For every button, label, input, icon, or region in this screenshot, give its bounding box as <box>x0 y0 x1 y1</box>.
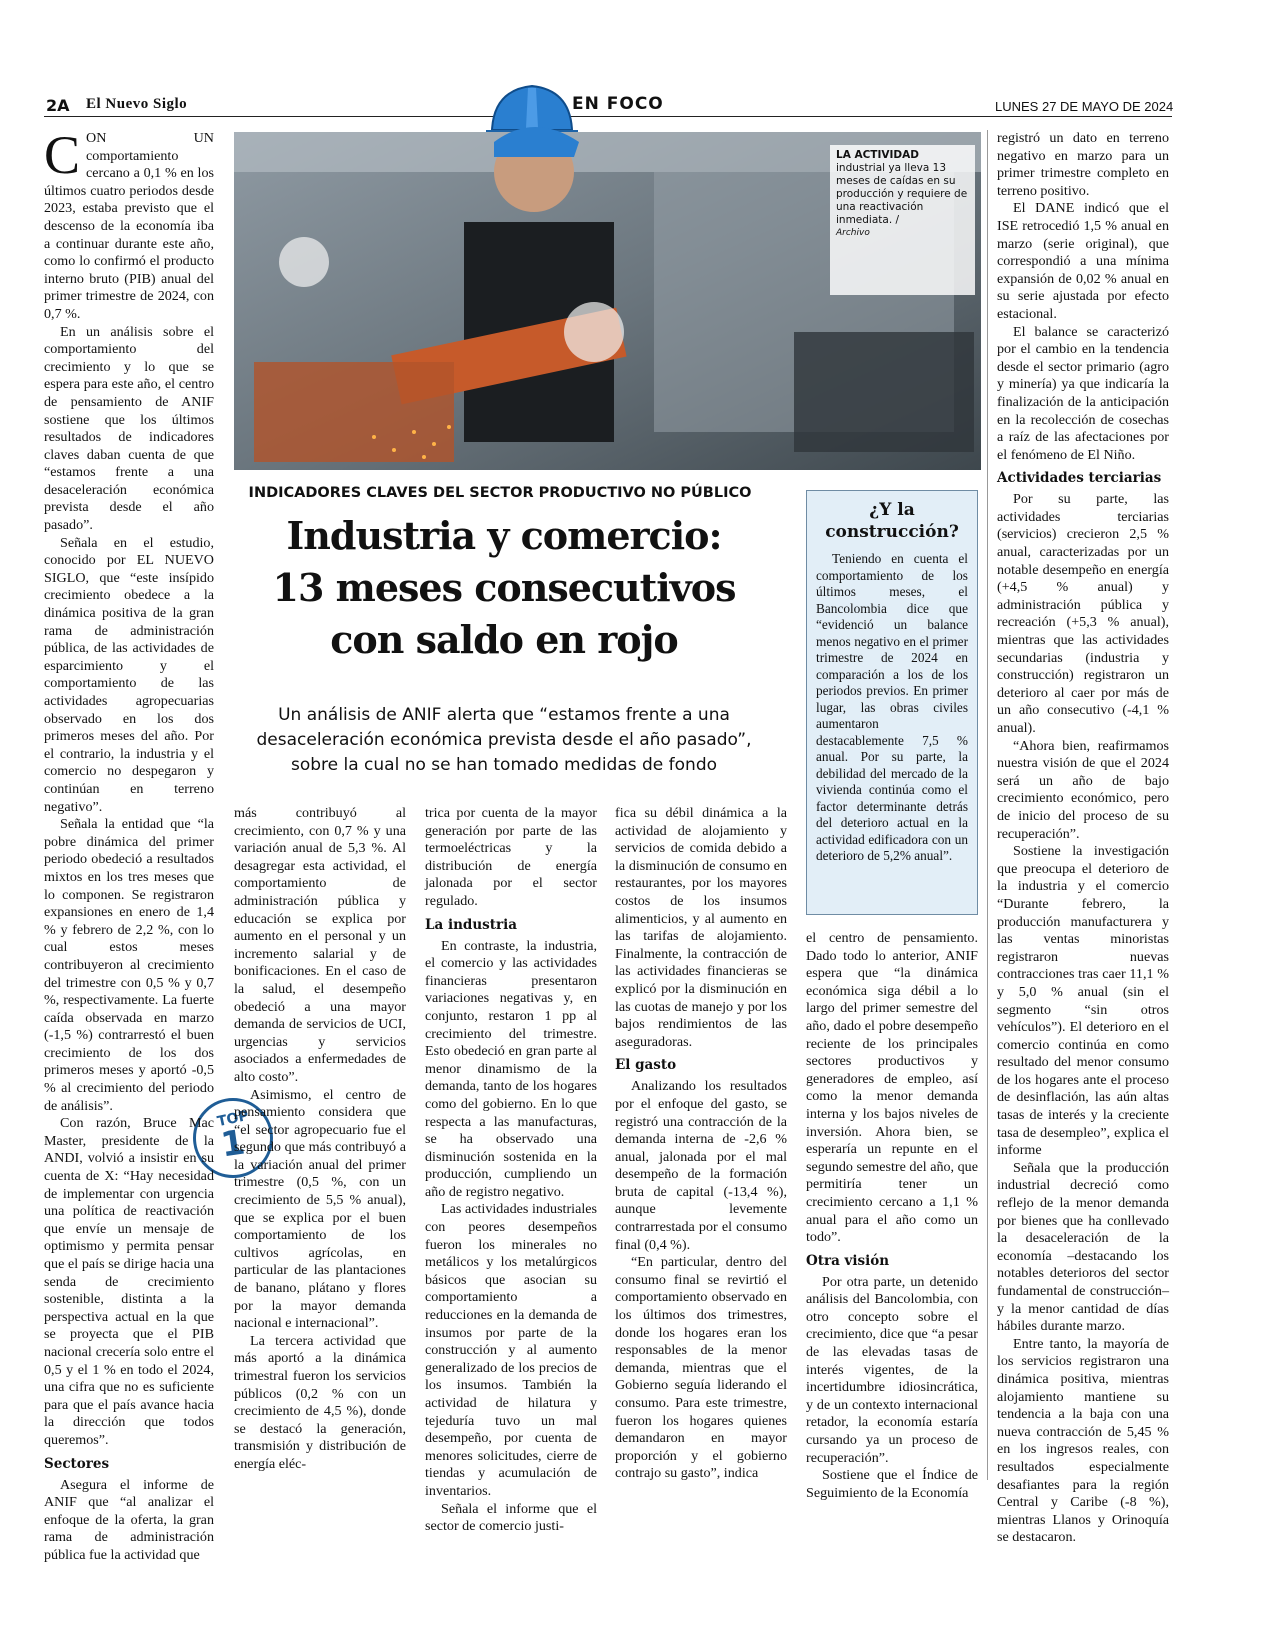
col6-paragraph-7: Señala que la producción industrial decreció como reflejo de la menor demanda por bienes que ha conllevado la desaceleración de la economía –destacando los notables deterioros del sector fundamental de construcción– y la menor cantidad de días hábiles durante marzo. <box>997 1159 1169 1335</box>
col6-paragraph-4: Por su parte, las actividades terciarias (servicios) crecieron 2,5 % anual, caracterizadas por un notable desempeño en energía (+4,5 % anual) y administración pública y recreación (+5,3 % anual), mientras que las actividades secundarias (industria y construcción) registraron un deterioro al caer por más de un año consecutivo (-4,1 % anual). <box>997 491 1169 736</box>
col3-paragraph-3: Las actividades industriales con peores desempeños fueron los minerales no metálicos y los metalúrgicos básicos que asocian su comportamiento a reducciones en la demanda de insumos por parte de la construcción y al aumento generalizado de los precios de los insumos. También la actividad de hilatura y tejeduría tuvo un mal desempeño, por cuenta de menores solicitudes, cierre de tiendas y acumulación de inventarios. <box>425 1201 597 1499</box>
col6-paragraph-1: registró un dato en terreno negativo en marzo para un primer trimestre completo en terreno positivo. <box>997 130 1169 199</box>
col2-paragraph-1: más contribuyó al crecimiento, con 0,7 % y una variación anual de 5,3 %. Al desagregar esta actividad, el comportamiento de administración pública y educación se explica por aumento en el personal y un incremento salarial y de bonificaciones. En el caso de la salud, el desempeño obedeció a una mayor demanda de servicios de UCI, urgencias y servicios asociados a enfermedades de alto costo”. <box>234 805 406 1085</box>
deck-line-1: Un análisis de ANIF alerta que “estamos frente a una <box>278 705 730 725</box>
section-title: EN FOCO <box>572 94 664 114</box>
col4-paragraph-2: Analizando los resultados por el enfoque del gasto, se registró una contracción de la demanda interna de -2,6 % anual, jalonada por el mal desempeño de la formación bruta de capital (-13,4 %), aunque levemente contrarrestada por el consumo final (0,4 %). <box>615 1078 787 1253</box>
headline-line-2: 13 meses consecutivos <box>272 565 736 610</box>
col1-paragraph-1 <box>44 125 214 324</box>
column-5 <box>806 930 978 1501</box>
col1-paragraph-3: Señala en el estudio, conocido por EL NUEVO SIGLO, que “este insípido crecimiento obedece a la dinámica positiva de la gran rama de administración pública, de las actividades de esparcimiento y el comportamiento de las actividades agropecuarias observado en los dos primeros meses del año. Por el contrario, la industria y el comercio no despegaron y continúan en terreno negativo”. <box>44 534 214 815</box>
construction-sidebar <box>806 490 978 915</box>
headline-line-1: Industria y comercio: <box>286 513 722 558</box>
col3-paragraph-1: trica por cuenta de la mayor generación por parte de las termoeléctricas y la distribución de energía jalonada por el sector regulado. <box>425 805 597 909</box>
badge-number: 1 <box>218 1122 248 1166</box>
column-divider <box>987 130 988 1480</box>
caption-credit: Archivo <box>836 228 870 238</box>
deck <box>234 703 774 778</box>
column-2 <box>234 805 406 1480</box>
col1-paragraph-6: Asegura el informe de ANIF que “al analizar el enfoque de la oferta, la gran rama de administración pública fue la actividad que <box>44 1476 214 1563</box>
col5-paragraph-1: el centro de pensamiento. Dado todo lo anterior, ANIF espera que “la dinámica económica siga débil a lo largo del primer semestre del año, dado el pobre desempeño reciente de los principales sectores productivos y generadores de empleo, así como la menor demanda interna y los bajos niveles de inversión. Ahora bien, se esperaría un repunte en el segundo semestre del año, que permitiría tener un crecimiento cercano a 1,1 % anual para el año como un todo”. <box>806 930 978 1246</box>
badge-top: TOP <box>215 1107 251 1131</box>
col4-subhead: El gasto <box>615 1057 677 1074</box>
col3-paragraph-2: En contraste, la industria, el comercio y las actividades financieras presentaron variaciones negativas y, en conjunto, restaron 1 pp al crecimiento del trimestre. Esto obedeció en gran parte al menor dinamismo de la demanda, tanto de los hogares como del gobierno. En lo que respecta a las manufacturas, se ha observado una disminución sostenida en la producción, cumpliendo un año de registro negativo. <box>425 937 597 1200</box>
deck-line-2: desaceleración económica prevista desde el año pasado”, <box>256 730 752 750</box>
col5-paragraph-3: Sostiene que el Índice de Seguimiento de la Economía <box>806 1467 978 1501</box>
col5-subhead: Otra visión <box>806 1252 890 1269</box>
drop-cap: C <box>44 125 81 185</box>
column-3 <box>425 805 597 1535</box>
deck-line-3: sobre la cual no se han tomado medidas de fondo <box>290 755 718 775</box>
col1-subhead: Sectores <box>44 1455 110 1472</box>
photo-caption <box>830 145 975 295</box>
col6-paragraph-3: El balance se caracterizó por el cambio en la tendencia desde el sector primario (agro y minería) ya que indicaría la finalización de la anticipación en la recolección de cosechas a raíz de las afectaciones por el fenómeno de El Niño. <box>997 323 1169 463</box>
caption-text: industrial ya lleva 13 meses de caídas en su producción y requiere de una reactivación inmediata. / <box>836 162 968 226</box>
col4-paragraph-1: fica su débil dinámica a la actividad de alojamiento y servicios de comida debido a la disminución de consumo en restaurantes, por los mayores costos de los insumos alimenticios, y al aumento en las tarifas de alojamiento. Finalmente, la contracción de las actividades financieras se explicó por la disminución en las cuotas de manejo y por los bajos rendimientos de las aseguradoras. <box>615 805 787 1050</box>
col5-paragraph-2: Por otra parte, un detenido análisis del Bancolombia, con otro concepto sobre el crecimiento, dice que “a pesar de las elevadas tasas de interés vigentes, de la incertidumbre idiosincrática, y de un contexto internacional retador, la economía estaría cursando ya un proceso de recuperación”. <box>806 1273 978 1466</box>
sidebar-title-line-2: construcción? <box>825 522 959 542</box>
kicker: INDICADORES CLAVES DEL SECTOR PRODUCTIVO NO PÚBLICO <box>248 485 752 501</box>
sidebar-text: Teniendo en cuenta el comportamiento de los últimos meses, el Bancolombia dice que “evidenció un balance menos negativo en el primer trimestre de 2024 en comparación a los de los periodos previos. En primer lugar, las obras civiles aumentaron destacablemente 7,5 % anual. Por su parte, la debilidad del mercado de la vivienda continúa como el factor determinante detrás del deterioro actual en la actividad edificadora con un deterioro de 5,2% anual”. <box>816 551 968 863</box>
column-4 <box>615 805 787 1480</box>
col6-paragraph-6: Sostiene la investigación que preocupa el deterioro de la industria y el comercio “Durante febrero, la producción manufacturera y las ventas minoristas registraron nuevas contracciones tras caer 11,1 % y 5,0 % anual (sin el segmento “sin otros vehículos”). El deterioro en el comercio continúa en como resultado del menor consumo de los hogares ante el proceso de desinflación, las aún altas tasas de interés y la creciente tasa de desempleo”, explica el informe <box>997 843 1169 1159</box>
col1-paragraph-4: Señala la entidad que “la pobre dinámica del primer periodo obedeció a resultados mixtos en los tres meses que lo componen. Se registraron expansiones en enero de 1,4 % y febrero de 2,2 %, con lo cual estos meses contribuyeron al crecimiento del trimestre con 0,5 % y 0,7 %, respectivamente. La fuerte caída observada en marzo (-1,5 %) contrarrestó el buen crecimiento de los dos primeros meses y aportó -0,5 % al crecimiento del periodo de análisis”. <box>44 816 214 1114</box>
col2-paragraph-2: Asimismo, el centro de pensamiento considera que “el sector agropecuario fue el segundo que más contribuyó a la variación anual del primer trimestre (0,5 %, con un crecimiento de 5,5 % anual), que se explica por el buen comportamiento de los cultivos agrícolas, en particular de las plantaciones de banano, plátano y flores por la mayor demanda nacional e internacional”. <box>234 1086 406 1332</box>
issue-date: LUNES 27 DE MAYO DE 2024 <box>995 99 1174 114</box>
sidebar-title <box>816 499 968 543</box>
column-1 <box>44 125 214 1563</box>
headline-line-3: con saldo en rojo <box>330 617 678 662</box>
header-rule <box>44 116 1172 117</box>
col1-paragraph-5: Con razón, Bruce Mac Master, presidente de la ANDI, volvió a insistir en su cuenta de X: “Hay necesidad de implementar con urgencia una política de reactivación que envíe un mensaje de optimismo y permita pensar que el país se dirige hacia una senda de crecimiento sostenible, distinta a la perspectiva actual en la que se proyecta que el PIB nacional crecería solo entre el 0,5 y el 1 % en todo el 2024, una cifra que no es suficiente para que el país avance hacia la dirección que todos queremos”. <box>44 1115 214 1448</box>
col4-paragraph-3: “En particular, dentro del consumo final se revirtió el comportamiento observado en los últimos dos trimestres, donde los hogares eran los responsables de la menor demanda, mientras que el Gobierno seguía liderando el consumo. Para este trimestre, fueron los hogares quienes demandaron en mayor proporción y el gobierno contrajo su gasto”, indica <box>615 1254 787 1482</box>
col1-paragraph-2: En un análisis sobre el comportamiento del crecimiento y lo que se espera para este año, el centro de pensamiento de ANIF sostiene que los últimos resultados de indicadores claves daban cuenta de que “estamos frente a una desaceleración económica prevista desde el año pasado”. <box>44 323 214 534</box>
newspaper-name: El Nuevo Siglo <box>86 96 188 112</box>
sidebar-title-line-1: ¿Y la <box>869 500 915 520</box>
col1-paragraph-1-text: ON UN comportamiento cercano a 0,1 % en los últimos cuatro periodos desde 2023, estaba previsto que el descenso de la economía iba a continuar durante este año, como lo confirmó el producto interno bruto (PIB) anual del primer trimestre de 2024, con 0,7 %. <box>44 130 214 322</box>
headline <box>234 510 774 666</box>
col3-subhead: La industria <box>425 916 517 933</box>
col6-paragraph-2: El DANE indicó que el ISE retrocedió 1,5 % anual en marzo (serie original), que correspondió a una mínima expansión de 0,02 % anual en su serie ajustada por efecto estacional. <box>997 200 1169 322</box>
col6-paragraph-8: Entre tanto, la mayoría de los servicios registraron una dinámica positiva, mientras alojamiento mantiene su tendencia a la baja con una nueva contracción de 5,45 % en los ingresos reales, con resultados especialmente desafiantes para la región Central y Caribe (-8 %), mientras Llanos y Orinoquía se destacaron. <box>997 1335 1169 1546</box>
col3-paragraph-4: Señala el informe que el sector de comercio justi- <box>425 1500 597 1535</box>
page-number: 2A <box>46 96 70 115</box>
col2-paragraph-3: La tercera actividad que más aportó a la dinámica trimestral fueron los servicios públicos (0,2 % con un crecimiento de 4,5 %), donde se destacó la generación, transmisión y distribución de energía eléc- <box>234 1332 406 1472</box>
caption-title: LA ACTIVIDAD <box>836 149 919 161</box>
column-6 <box>997 130 1169 1546</box>
col6-paragraph-5: “Ahora bien, reafirmamos nuestra visión de que el 2024 será un año de bajo crecimiento económico, pero de inicio del proceso de su recuperación”. <box>997 737 1169 842</box>
col6-subhead: Actividades terciarias <box>997 470 1162 487</box>
